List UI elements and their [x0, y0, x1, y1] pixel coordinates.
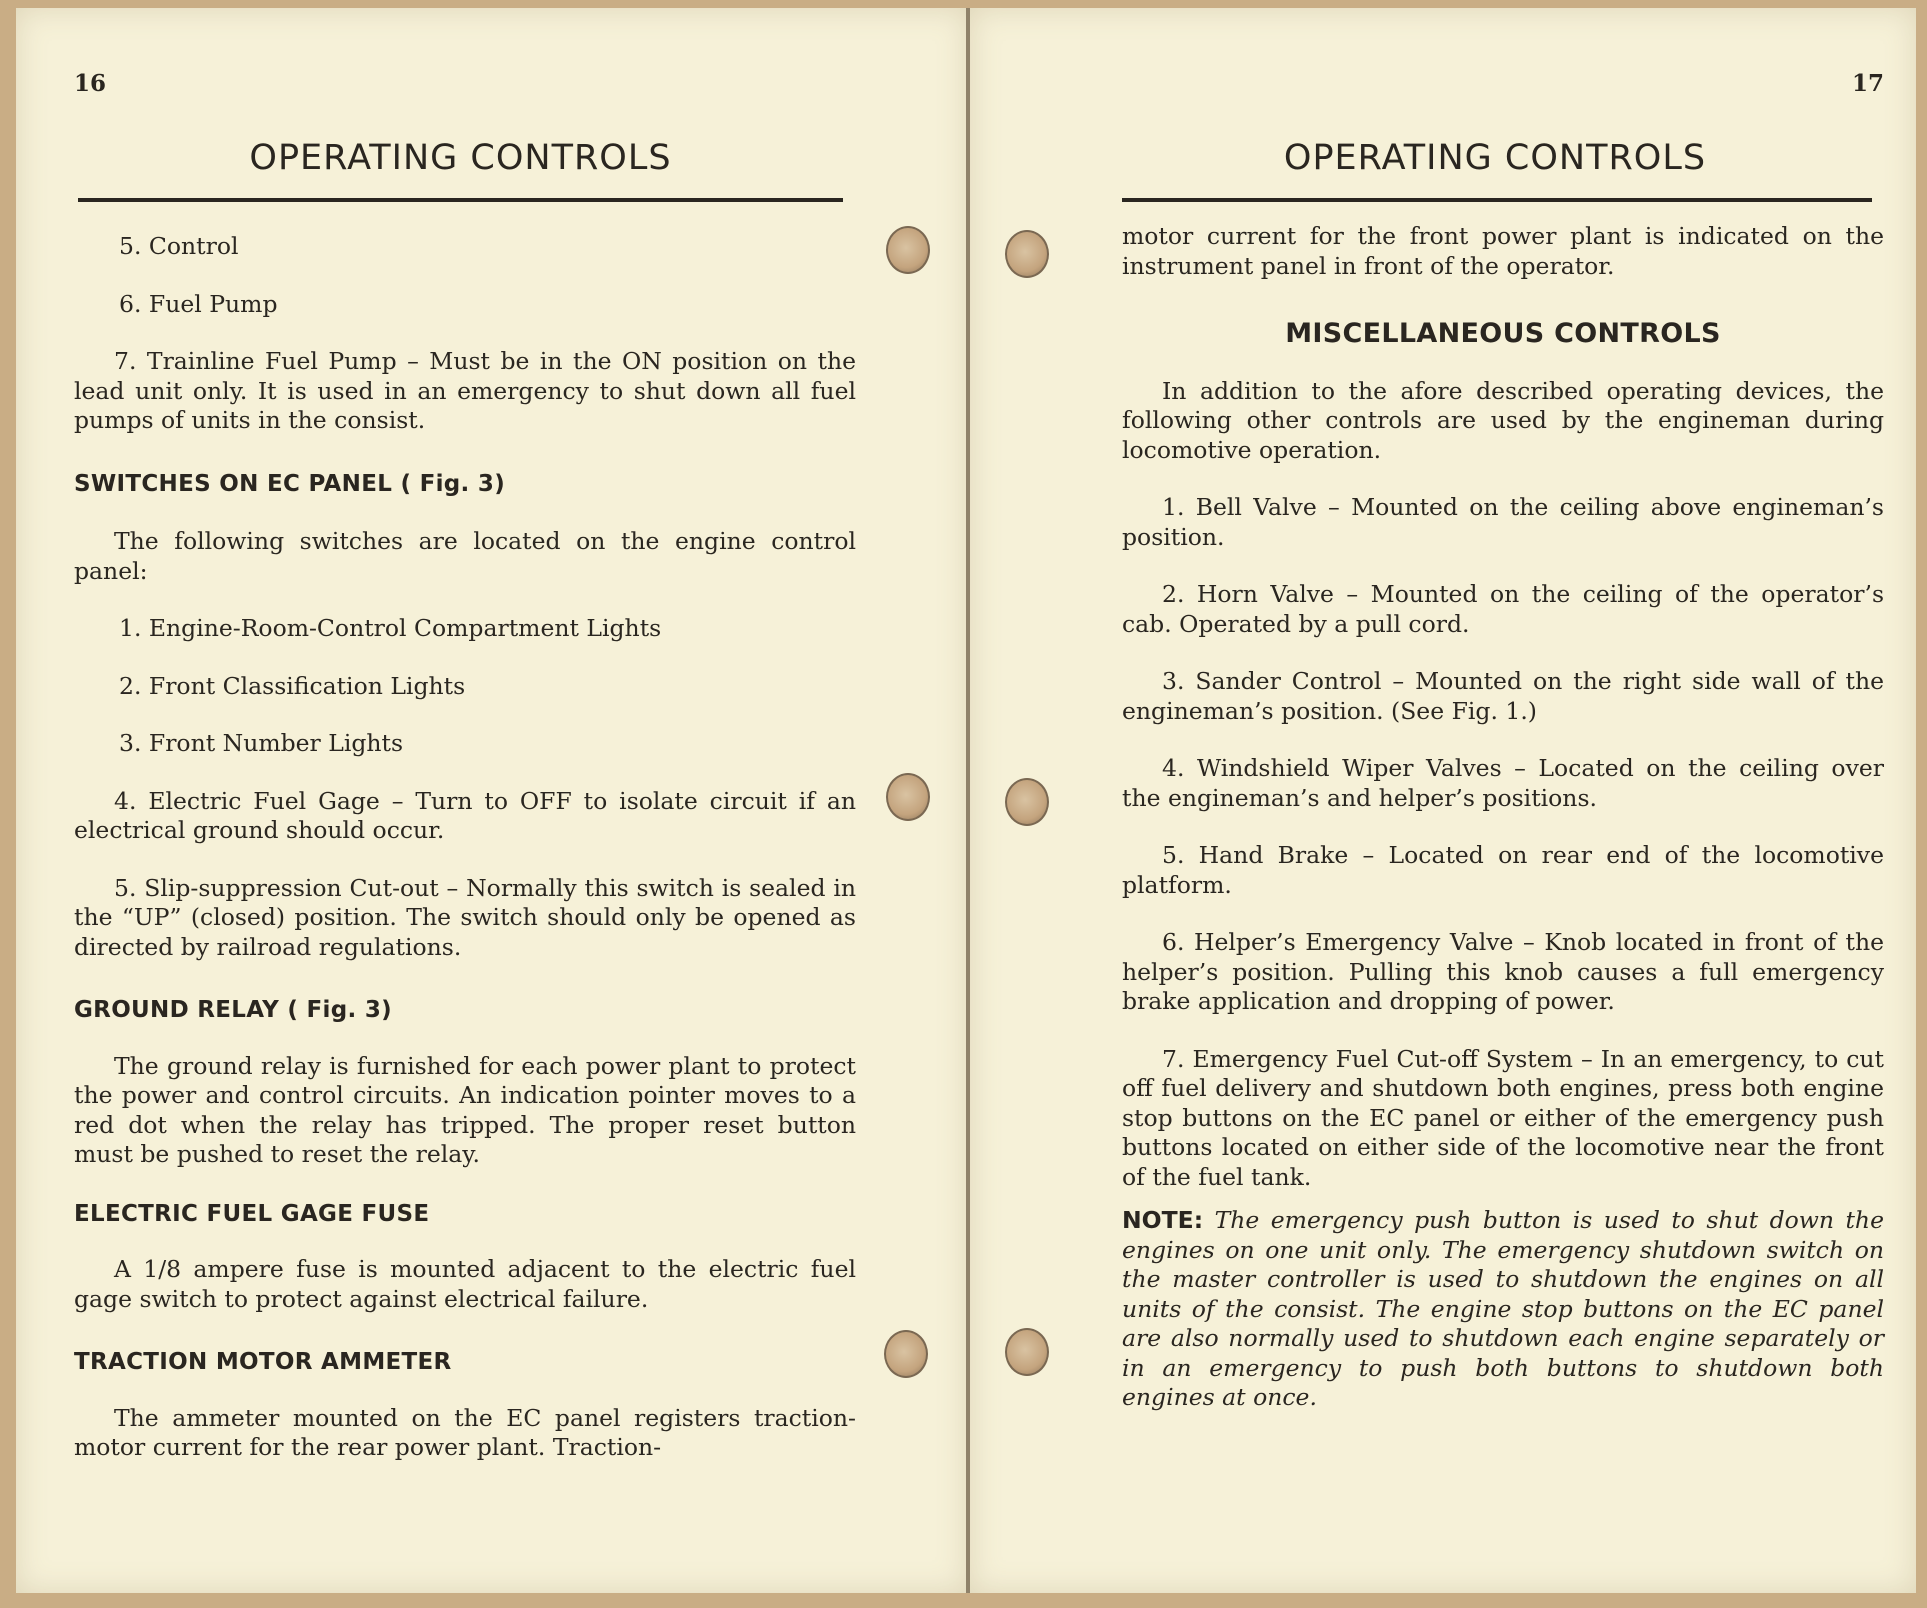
list-item: 2. Horn Valve – Mounted on the ceiling of the operator’s cab. Operated by a pull cord. — [1122, 580, 1884, 638]
section-heading: MISCELLANEOUS CONTROLS — [1285, 318, 1721, 349]
title-rule — [1122, 198, 1872, 202]
page-number: 17 — [1851, 70, 1884, 97]
paragraph: A 1/8 ampere fuse is mounted adjacent to the electric fuel gage switch to protect against electrical failure. — [74, 1255, 856, 1313]
page-number: 16 — [74, 70, 107, 97]
list-item: 4. Windshield Wiper Valves – Located on the ceiling over the engineman’s and helper’s positions. — [1122, 754, 1884, 812]
list-item: 5. Hand Brake – Located on rear end of the locomotive platform. — [1122, 841, 1884, 899]
section-heading: ELECTRIC FUEL GAGE FUSE — [74, 1200, 430, 1227]
note-block — [1122, 1206, 1884, 1413]
title-rule — [78, 198, 843, 202]
punch-hole — [886, 226, 930, 274]
page-content — [74, 218, 856, 1463]
page-title: OPERATING CONTROLS — [249, 138, 672, 178]
punch-hole — [884, 1330, 928, 1378]
section-heading: TRACTION MOTOR AMMETER — [74, 1349, 452, 1375]
paragraph: motor current for the front power plant is indicated on the instrument panel in front of the operator. — [1122, 222, 1884, 280]
right-page — [970, 8, 1916, 1593]
list-item: 2. Front Classification Lights — [119, 671, 466, 700]
list-item: 7. Emergency Fuel Cut-off System – In an emergency, to cut off fuel delivery and shutdown both engines, press both engine stop buttons on the EC panel or either of the emergency push buttons located on either side of the locomotive near the front of the fuel tank. — [1122, 1044, 1884, 1191]
list-item: 7. Trainline Fuel Pump – Must be in the ON position on the lead unit only. It is used in an emergency to shut down all fuel pumps of units in the consist. — [74, 347, 856, 434]
paragraph: The ammeter mounted on the EC panel registers traction-motor current for the rear power plant. Traction- — [74, 1403, 856, 1461]
paragraph: The following switches are located on the engine control panel: — [74, 527, 856, 585]
section-heading: GROUND RELAY ( Fig. 3) — [74, 997, 392, 1023]
page-title: OPERATING CONTROLS — [1283, 138, 1707, 178]
list-item: 4. Electric Fuel Gage – Turn to OFF to isolate circuit if an electrical ground should occur. — [74, 786, 856, 844]
punch-hole — [1005, 778, 1049, 826]
list-item: 3. Sander Control – Mounted on the right side wall of the engineman’s position. (See Fig. 1.) — [1122, 667, 1884, 725]
note-text: The emergency push button is used to shut down the engines on one unit only. The emergency shutdown switch on the master controller is used to shutdown the engines on all units of the consist. The engine stop buttons on the EC panel are also normally used to shutdown each engine separately or in an emergency to push both buttons to shutdown both engines at once. — [1122, 1206, 1884, 1411]
paragraph: The ground relay is furnished for each power plant to protect the power and control circuits. An indication pointer moves to a red dot when the relay has tripped. The proper reset button must be pushed to reset the relay. — [74, 1051, 856, 1168]
paragraph: In addition to the afore described operating devices, the following other controls are used by the engineman during locomotive operation. — [1122, 376, 1884, 464]
list-item: 1. Engine-Room-Control Compartment Lights — [119, 614, 662, 642]
list-item: 5. Slip-suppression Cut-out – Normally this switch is sealed in the “UP” (closed) position. The switch should only be opened as directed by railroad regulations. — [74, 873, 856, 961]
list-item: 6. Fuel Pump — [119, 289, 278, 318]
page-content — [1122, 218, 1884, 1413]
note-label: NOTE: — [1122, 1206, 1204, 1234]
section-heading: SWITCHES ON EC PANEL ( Fig. 3) — [74, 470, 506, 497]
list-item: 5. Control — [119, 232, 239, 260]
list-item: 3. Front Number Lights — [119, 729, 404, 757]
punch-hole — [1005, 230, 1049, 278]
punch-hole — [886, 773, 930, 821]
left-page — [16, 8, 969, 1593]
list-item: 6. Helper’s Emergency Valve – Knob located in front of the helper’s position. Pulling this knob causes a full emergency brake application and dropping of power. — [1122, 928, 1884, 1015]
list-item: 1. Bell Valve – Mounted on the ceiling above engineman’s position. — [1122, 493, 1884, 551]
punch-hole — [1005, 1328, 1049, 1376]
